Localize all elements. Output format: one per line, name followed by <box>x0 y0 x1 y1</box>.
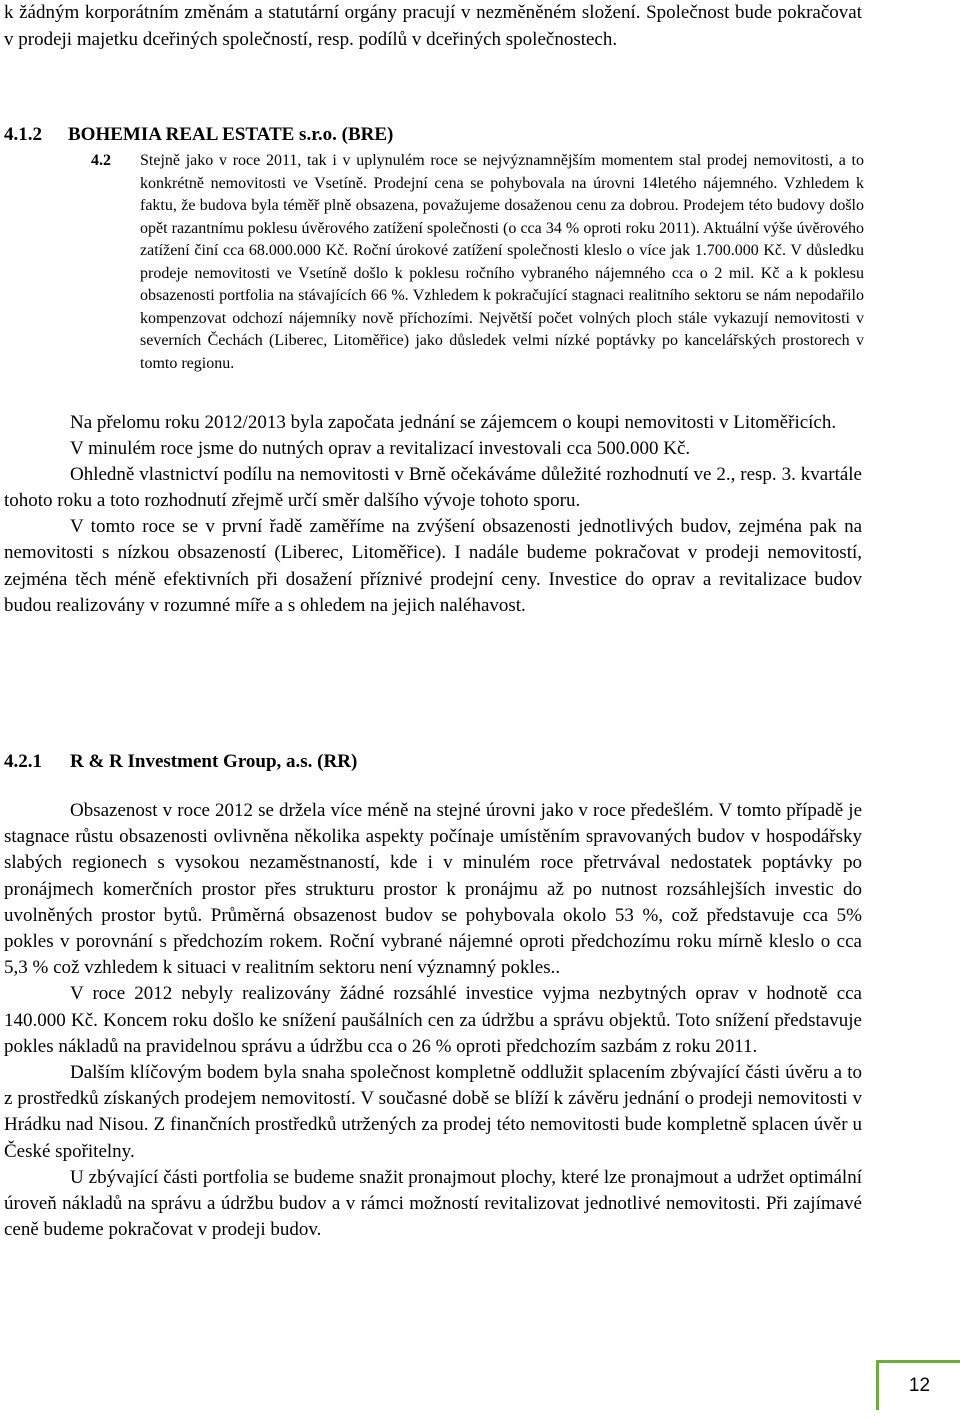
section-heading-4-2-1 <box>4 751 357 773</box>
subsection-text: Stejně jako v roce 2011, tak i v uplynulém roce se nejvýznamnějším momentem stal prodej nemovitosti, a to konkrétně nemovitosti ve Vsetíně. Prodejní cena se pohybovala na úrovni 14letého nájemného. Vzhledem k faktu, že budova byla téměř plně obsazena, považujeme dosaženou cenu za dobrou. Prodejem této budovy došlo opět razantnímu poklesu úvěrového zatížení společnosti (o cca 34 % oproti roku 2011). Aktuální výše úvěrového zatížení činí cca 68.000.000 Kč. Roční úrokové zatížení společnosti kleslo o více jak 1.700.000 Kč. V důsledku prodeje nemovitosti ve Vsetíně došlo k poklesu ročního vybraného nájemného cca o 2 mil. Kč a k poklesu obsazenosti portfolia na stávajících 66 %. Vzhledem k pokračující stagnaci realitního sektoru se nám nepodařilo kompenzovat odchozí nájemníky nově příchozími. Největší počet volných ploch stále vykazují nemovitosti v severních Čechách (Liberec, Litoměřice) jako důsledek velmi nízké poptávky po kancelářských prostorech v tomto regionu. <box>140 152 864 372</box>
section-number: 4.2.1 <box>4 751 42 772</box>
section-number: 4.1.2 <box>4 124 42 145</box>
intro-paragraph: k žádným korporátním změnám a statutární orgány pracují v nezměněném složení. Společnost bude pokračovat v prodeji majetku dceřiných společností, resp. podílů v dceřiných společnostech. <box>4 2 862 50</box>
paragraph: V minulém roce jsme do nutných oprav a revitalizací investovali cca 500.000 Kč. <box>70 438 691 460</box>
page-number: 12 <box>908 1375 931 1396</box>
subsection-number: 4.2 <box>91 152 111 169</box>
paragraph: V roce 2012 nebyly realizovány žádné rozsáhlé investice vyjma nezbytných oprav v hodnotě cca 140.000 Kč. Koncem roku došlo ke snížení paušálních cen za údržbu a správu objektů. Toto snížení představuje pokles nákladů na pravidelnou správu a údržbu cca o 26 % oproti předchozím sazbám z roku 2011. <box>4 983 862 1057</box>
section-title: BOHEMIA REAL ESTATE s.r.o. (BRE) <box>68 124 394 145</box>
paragraph: Obsazenost v roce 2012 se držela více méně na stejné úrovni jako v roce předešlém. V tomto případě je stagnace růstu obsazenosti ovlivněna několika aspekty počínaje umístěním spravovaných budov v hospodářsky slabých regionech s vysokou nezaměstnaností, kde i v minulém roce přetrvával nedostatek poptávky po pronájmech komerčních prostor přes strukturu prostor k pronájmu až po nutnost rozsáhlejších investic do uvolněných prostor bytů. Průměrná obsazenost budov se pohybovala okolo 53 %, což představuje cca 5% pokles v porovnání s předchozím rokem. Roční vybrané nájemné oproti předchozímu roku mírně kleslo o cca 5,3 % což vzhledem k situaci v realitním sektoru není významný pokles.. <box>4 800 862 979</box>
section-title: R & R Investment Group, a.s. (RR) <box>70 751 358 772</box>
subsection-4-2 <box>91 150 864 375</box>
paragraph: Dalším klíčovým bodem byla snaha společnost kompletně oddlužit splacením zbývající části úvěru a to z prostředků získaných prodejem nemovitostí. V současné době se blíží k závěru jednání o prodeji nemovitosti v Hrádku nad Nisou. Z finančních prostředků utržených za prodej této nemovitosti bude kompletně splacen úvěr u České spořitelny. <box>4 1062 862 1162</box>
section-4-1-2-body <box>4 410 862 619</box>
paragraph: V tomto roce se v první řadě zaměříme na zvýšení obsazenosti jednotlivých budov, zejména pak na nemovitosti s nízkou obsazeností (Liberec, Litoměřice). I nadále budeme pokračovat v prodeji nemovitostí, zejména těch méně efektivních při dosažení příznivé prodejní ceny. Investice do oprav a revitalizace budov budou realizovány v rozumné míře a s ohledem na jejich naléhavost. <box>4 516 862 616</box>
paragraph: Ohledně vlastnictví podílu na nemovitosti v Brně očekáváme důležité rozhodnutí ve 2., resp. 3. kvartále tohoto roku a toto rozhodnutí zřejmě určí směr dalšího vývoje tohoto sporu. <box>4 464 862 512</box>
paragraph: U zbývající části portfolia se budeme snažit pronajmout plochy, které lze pronajmout a udržet optimální úroveň nákladů na správu a údržbu budov a v rámci možností revitalizovat jednotlivé nemovitosti. Při zajímavé ceně budeme pokračovat v prodeji budov. <box>4 1166 862 1241</box>
section-4-2-1-body <box>4 798 862 1243</box>
paragraph: Na přelomu roku 2012/2013 byla započata jednání se zájemcem o koupi nemovitosti v Litoměřicích. <box>70 412 837 433</box>
section-heading-4-1-2 <box>4 124 393 146</box>
page-number-box <box>876 1360 960 1410</box>
